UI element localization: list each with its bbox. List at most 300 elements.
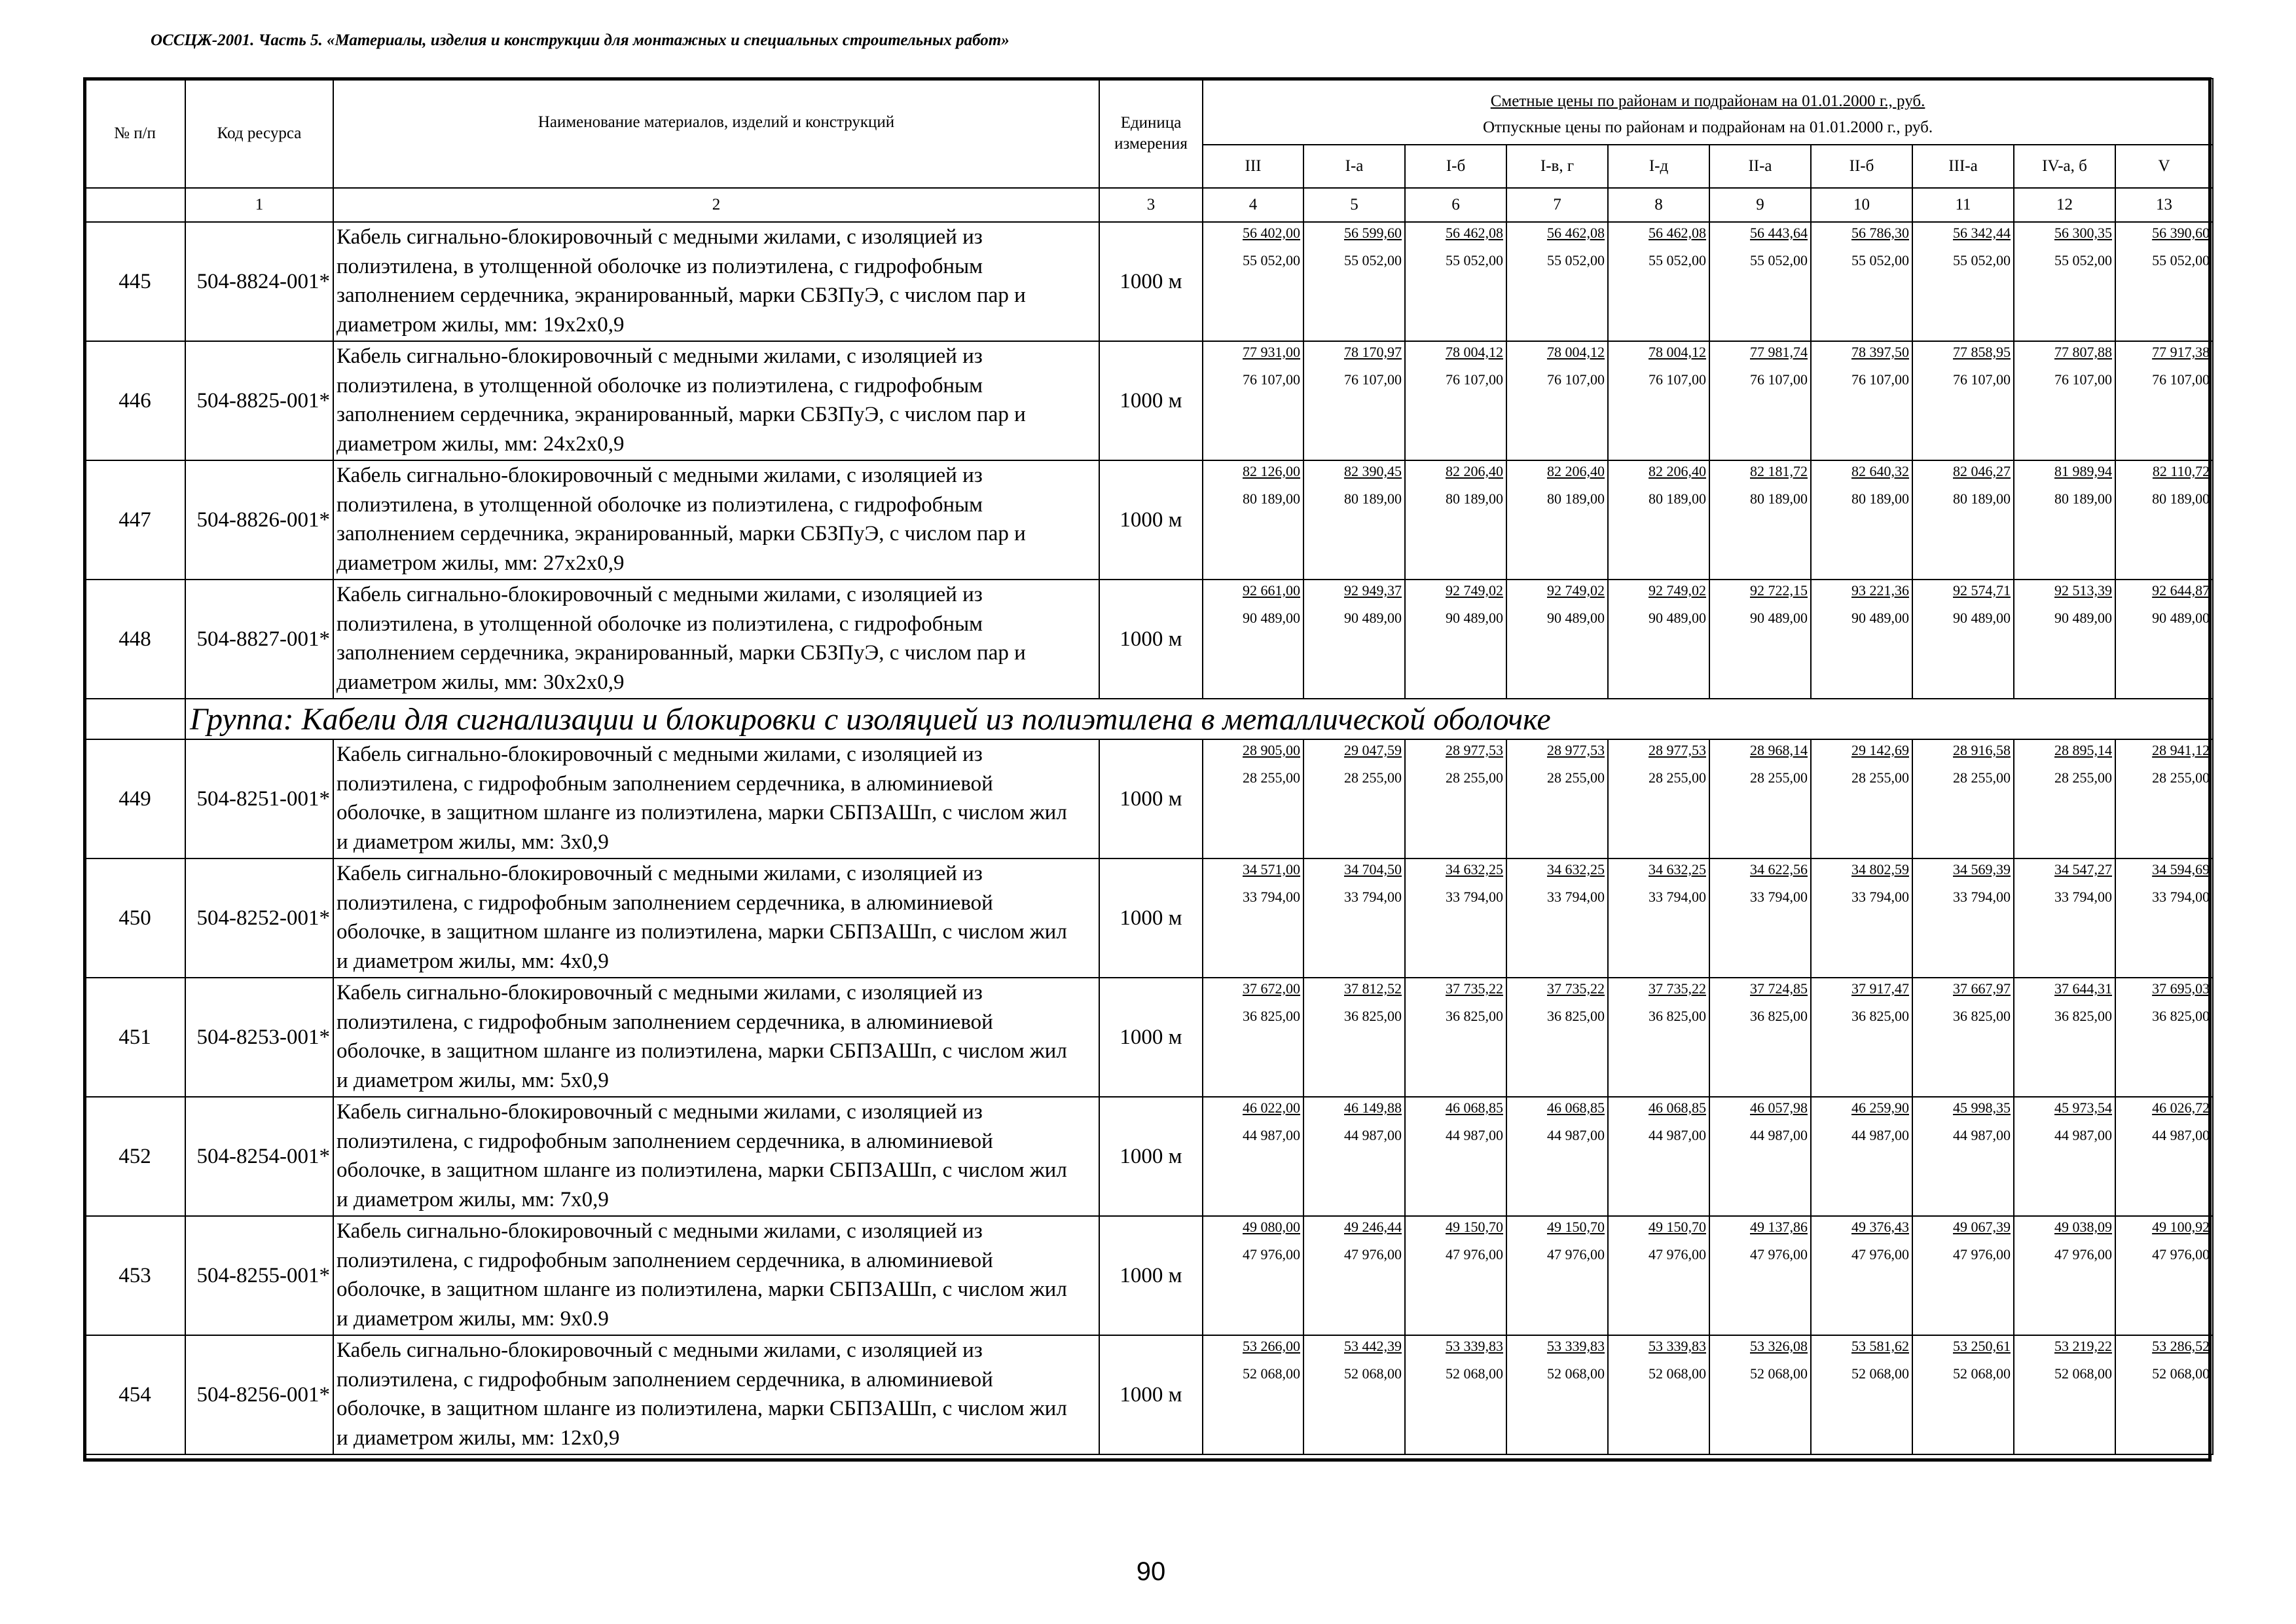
estimate-price: 29 047,59 [1344, 742, 1402, 758]
price-cell [1912, 978, 2014, 1097]
release-price: 80 189,00 [1547, 490, 1605, 507]
group-row [84, 699, 2213, 739]
price-cell [1811, 1097, 1912, 1216]
estimate-price: 45 973,54 [2054, 1099, 2112, 1116]
price-cell [2115, 978, 2213, 1097]
release-price: 55 052,00 [2054, 252, 2112, 268]
estimate-price: 53 339,83 [1649, 1338, 1706, 1354]
price-cell [1912, 1335, 2014, 1454]
estimate-price: 92 749,02 [1547, 582, 1605, 599]
release-price: 90 489,00 [1243, 610, 1300, 626]
release-price: 28 255,00 [1446, 769, 1503, 786]
release-price: 80 189,00 [2152, 490, 2210, 507]
material-name-line: Кабель сигнально-блокировочный с медными жилами, с изоляцией из [337, 862, 983, 885]
release-price: 55 052,00 [1851, 252, 1909, 268]
column-number: 9 [1709, 188, 1811, 222]
estimate-price: 56 402,00 [1243, 225, 1300, 241]
column-number: 7 [1506, 188, 1608, 222]
estimate-price: 92 722,15 [1750, 582, 1808, 599]
release-price: 52 068,00 [1649, 1365, 1706, 1382]
release-price: 80 189,00 [2054, 490, 2112, 507]
estimate-price: 49 246,44 [1344, 1219, 1402, 1235]
release-price: 33 794,00 [1344, 889, 1402, 905]
price-cell [1203, 978, 1303, 1097]
estimate-price: 92 644,87 [2152, 582, 2210, 599]
material-name [333, 858, 1099, 978]
estimate-price: 28 968,14 [1750, 742, 1808, 758]
release-price: 33 794,00 [1750, 889, 1808, 905]
release-price: 55 052,00 [1649, 252, 1706, 268]
release-price: 90 489,00 [1446, 610, 1503, 626]
material-name-line: и диаметром жилы, мм: 12х0,9 [337, 1426, 620, 1450]
price-cell [2014, 341, 2115, 460]
release-price: 80 189,00 [1446, 490, 1503, 507]
release-price: 76 107,00 [1344, 371, 1402, 388]
material-name-line: заполнением сердечника, экранированный, марки СБЗПуЭ, с числом пар и [337, 522, 1026, 545]
price-cell [1608, 1216, 1709, 1335]
price-cell [1811, 1335, 1912, 1454]
unit: 1000 м [1099, 1335, 1203, 1454]
release-price: 55 052,00 [1344, 252, 1402, 268]
column-number: 3 [1099, 188, 1203, 222]
header-code: Код ресурса [185, 79, 333, 188]
price-cell [1709, 858, 1811, 978]
price-cell [1303, 739, 1405, 858]
price-cell [1303, 222, 1405, 341]
estimate-price: 56 462,08 [1446, 225, 1503, 241]
price-cell [1709, 1097, 1811, 1216]
release-price: 33 794,00 [1953, 889, 2011, 905]
price-cell [1912, 739, 2014, 858]
unit: 1000 м [1099, 739, 1203, 858]
material-name-line: Кабель сигнально-блокировочный с медными жилами, с изоляцией из [337, 583, 983, 606]
header-region: III [1203, 145, 1303, 188]
price-cell [1709, 739, 1811, 858]
column-number: 8 [1608, 188, 1709, 222]
estimate-price: 49 067,39 [1953, 1219, 2011, 1235]
release-price: 76 107,00 [1547, 371, 1605, 388]
estimate-price: 82 046,27 [1953, 463, 2011, 479]
document-header: ОССЦЖ-2001. Часть 5. «Материалы, изделия и конструкции для монтажных и специальных строительных работ» [151, 31, 1010, 49]
estimate-price: 28 905,00 [1243, 742, 1300, 758]
header-region: II-б [1811, 145, 1912, 188]
table-row [84, 1335, 2213, 1454]
release-price: 90 489,00 [1953, 610, 2011, 626]
estimate-price: 46 068,85 [1446, 1099, 1503, 1116]
price-cell [1303, 1335, 1405, 1454]
material-name-line: оболочке, в защитном шланге из полиэтилена, марки СБПЗАШп, с числом жил [337, 920, 1067, 944]
material-name-line: полиэтилена, с гидрофобным заполнением сердечника, в алюминиевой [337, 1010, 993, 1034]
price-cell [2115, 580, 2213, 699]
release-price: 47 976,00 [1750, 1246, 1808, 1263]
price-cell [1303, 858, 1405, 978]
price-cell [1405, 222, 1506, 341]
release-price: 44 987,00 [1243, 1127, 1300, 1143]
header-region: II-а [1709, 145, 1811, 188]
estimate-price: 53 339,83 [1547, 1338, 1605, 1354]
estimate-price: 28 916,58 [1953, 742, 2011, 758]
page-number: 90 [1136, 1557, 1166, 1586]
price-cell [2115, 858, 2213, 978]
estimate-price: 34 632,25 [1649, 861, 1706, 877]
material-name-line: Кабель сигнально-блокировочный с медными жилами, с изоляцией из [337, 344, 983, 368]
price-cell [2014, 222, 2115, 341]
release-price: 44 987,00 [1344, 1127, 1402, 1143]
estimate-price: 92 949,37 [1344, 582, 1402, 599]
price-cell [1203, 739, 1303, 858]
release-price: 36 825,00 [1243, 1008, 1300, 1024]
resource-code: 504-8825-001* [185, 341, 333, 460]
estimate-price: 53 326,08 [1750, 1338, 1808, 1354]
estimate-price: 49 150,70 [1547, 1219, 1605, 1235]
row-number: 454 [84, 1335, 185, 1454]
material-name [333, 1335, 1099, 1454]
row-number: 453 [84, 1216, 185, 1335]
estimate-price: 53 250,61 [1953, 1338, 2011, 1354]
estimate-price: 56 390,60 [2152, 225, 2210, 241]
price-cell [1709, 978, 1811, 1097]
table-row [84, 1097, 2213, 1216]
material-name [333, 222, 1099, 341]
estimate-price: 37 917,47 [1851, 980, 1909, 997]
price-cell [1203, 1097, 1303, 1216]
price-cell [1506, 580, 1608, 699]
estimate-price: 46 259,90 [1851, 1099, 1909, 1116]
estimate-price: 34 569,39 [1953, 861, 2011, 877]
estimate-price: 28 941,12 [2152, 742, 2210, 758]
release-price: 33 794,00 [1243, 889, 1300, 905]
estimate-price: 28 895,14 [2054, 742, 2112, 758]
price-cell [1709, 341, 1811, 460]
estimate-price: 53 442,39 [1344, 1338, 1402, 1354]
resource-code: 504-8252-001* [185, 858, 333, 978]
material-name-line: и диаметром жилы, мм: 9х0.9 [337, 1306, 609, 1331]
resource-code: 504-8251-001* [185, 739, 333, 858]
release-price: 76 107,00 [1851, 371, 1909, 388]
estimate-price: 45 998,35 [1953, 1099, 2011, 1116]
release-price: 47 976,00 [2152, 1246, 2210, 1263]
price-cell [1405, 341, 1506, 460]
estimate-price: 81 989,94 [2054, 463, 2112, 479]
release-price: 90 489,00 [1750, 610, 1808, 626]
estimate-price: 82 206,40 [1446, 463, 1503, 479]
estimate-price: 92 661,00 [1243, 582, 1300, 599]
estimate-price: 34 594,69 [2152, 861, 2210, 877]
material-name-line: полиэтилена, с гидрофобным заполнением сердечника, в алюминиевой [337, 891, 993, 915]
release-price: 55 052,00 [1750, 252, 1808, 268]
estimate-price: 92 513,39 [2054, 582, 2112, 599]
release-price: 44 987,00 [1649, 1127, 1706, 1143]
release-price: 36 825,00 [1750, 1008, 1808, 1024]
release-price: 52 068,00 [1243, 1365, 1300, 1382]
price-cell [1912, 222, 2014, 341]
header-release-prices: Отпускные цены по районам и подрайонам на 01.01.2000 г., руб. [1482, 118, 1933, 136]
price-cell [1709, 1335, 1811, 1454]
price-table [84, 78, 2214, 1455]
material-name-line: полиэтилена, в утолщенной оболочке из полиэтилена, с гидрофобным [337, 612, 983, 636]
release-price: 52 068,00 [1750, 1365, 1808, 1382]
price-cell [1912, 858, 2014, 978]
estimate-price: 92 749,02 [1649, 582, 1706, 599]
release-price: 52 068,00 [2152, 1365, 2210, 1382]
price-cell [1811, 222, 1912, 341]
release-price: 55 052,00 [1446, 252, 1503, 268]
material-name-line: Кабель сигнально-блокировочный с медными жилами, с изоляцией из [337, 1338, 983, 1362]
release-price: 55 052,00 [1243, 252, 1300, 268]
material-name-line: диаметром жилы, мм: 30х2х0,9 [337, 670, 625, 694]
price-cell [1811, 739, 1912, 858]
price-cell [1912, 580, 2014, 699]
estimate-price: 78 004,12 [1649, 344, 1706, 360]
release-price: 44 987,00 [1547, 1127, 1605, 1143]
release-price: 44 987,00 [1851, 1127, 1909, 1143]
table-row [84, 341, 2213, 460]
release-price: 80 189,00 [1344, 490, 1402, 507]
unit: 1000 м [1099, 222, 1203, 341]
material-name-line: и диаметром жилы, мм: 3х0,9 [337, 830, 609, 854]
resource-code: 504-8255-001* [185, 1216, 333, 1335]
material-name-line: и диаметром жилы, мм: 5х0,9 [337, 1068, 609, 1092]
release-price: 33 794,00 [1547, 889, 1605, 905]
release-price: 44 987,00 [2152, 1127, 2210, 1143]
material-name-line: полиэтилена, в утолщенной оболочке из полиэтилена, с гидрофобным [337, 373, 983, 397]
estimate-price: 56 462,08 [1547, 225, 1605, 241]
price-cell [1405, 858, 1506, 978]
estimate-price: 53 339,83 [1446, 1338, 1503, 1354]
price-cell [1303, 1216, 1405, 1335]
estimate-price: 28 977,53 [1446, 742, 1503, 758]
header-region: III-а [1912, 145, 2014, 188]
price-cell [1608, 222, 1709, 341]
release-price: 52 068,00 [1547, 1365, 1605, 1382]
estimate-price: 28 977,53 [1547, 742, 1605, 758]
estimate-price: 37 812,52 [1344, 980, 1402, 997]
material-name-line: диаметром жилы, мм: 24х2х0,9 [337, 432, 625, 456]
price-cell [1405, 460, 1506, 580]
release-price: 80 189,00 [1750, 490, 1808, 507]
estimate-price: 49 376,43 [1851, 1219, 1909, 1235]
release-price: 76 107,00 [1649, 371, 1706, 388]
estimate-price: 29 142,69 [1851, 742, 1909, 758]
estimate-price: 82 390,45 [1344, 463, 1402, 479]
price-cell [1303, 580, 1405, 699]
estimate-price: 37 644,31 [2054, 980, 2112, 997]
row-number: 451 [84, 978, 185, 1097]
release-price: 47 976,00 [1851, 1246, 1909, 1263]
estimate-price: 34 622,56 [1750, 861, 1808, 877]
release-price: 33 794,00 [2054, 889, 2112, 905]
release-price: 55 052,00 [1547, 252, 1605, 268]
row-number: 446 [84, 341, 185, 460]
price-cell [1405, 580, 1506, 699]
estimate-price: 34 547,27 [2054, 861, 2112, 877]
price-cell [1203, 460, 1303, 580]
price-cell [1405, 1335, 1506, 1454]
price-cell [1203, 1335, 1303, 1454]
resource-code: 504-8253-001* [185, 978, 333, 1097]
resource-code: 504-8254-001* [185, 1097, 333, 1216]
price-cell [1303, 460, 1405, 580]
material-name-line: и диаметром жилы, мм: 4х0,9 [337, 949, 609, 973]
column-number: 11 [1912, 188, 2014, 222]
estimate-price: 46 149,88 [1344, 1099, 1402, 1116]
release-price: 36 825,00 [1851, 1008, 1909, 1024]
material-name-line: диаметром жилы, мм: 19х2х0,9 [337, 312, 625, 337]
material-name-line: оболочке, в защитном шланге из полиэтилена, марки СБПЗАШп, с числом жил [337, 1397, 1067, 1420]
price-cell [1811, 341, 1912, 460]
material-name-line: заполнением сердечника, экранированный, марки СБЗПуЭ, с числом пар и [337, 641, 1026, 665]
unit: 1000 м [1099, 1097, 1203, 1216]
table-row [84, 858, 2213, 978]
material-name-line: полиэтилена, в утолщенной оболочке из полиэтилена, с гидрофобным [337, 254, 983, 278]
release-price: 28 255,00 [1953, 769, 2011, 786]
release-price: 55 052,00 [2152, 252, 2210, 268]
release-price: 36 825,00 [1446, 1008, 1503, 1024]
row-number: 452 [84, 1097, 185, 1216]
price-cell [2014, 1335, 2115, 1454]
resource-code: 504-8827-001* [185, 580, 333, 699]
estimate-price: 46 026,72 [2152, 1099, 2210, 1116]
price-cell [1506, 341, 1608, 460]
release-price: 28 255,00 [1649, 769, 1706, 786]
estimate-price: 46 068,85 [1649, 1099, 1706, 1116]
unit: 1000 м [1099, 1216, 1203, 1335]
price-cell [1811, 978, 1912, 1097]
price-cell [1203, 580, 1303, 699]
estimate-price: 49 137,86 [1750, 1219, 1808, 1235]
price-cell [1912, 1216, 2014, 1335]
estimate-price: 82 126,00 [1243, 463, 1300, 479]
release-price: 47 976,00 [1344, 1246, 1402, 1263]
estimate-price: 56 342,44 [1953, 225, 2011, 241]
release-price: 36 825,00 [1953, 1008, 2011, 1024]
estimate-price: 49 150,70 [1446, 1219, 1503, 1235]
price-cell [1506, 739, 1608, 858]
price-cell [2115, 1216, 2213, 1335]
price-cell [2115, 1097, 2213, 1216]
price-cell [1608, 1097, 1709, 1216]
header-unit-line1: Единица [1120, 113, 1182, 132]
release-price: 47 976,00 [1953, 1246, 2011, 1263]
material-name-line: заполнением сердечника, экранированный, марки СБЗПуЭ, с числом пар и [337, 284, 1026, 307]
price-cell [1203, 1216, 1303, 1335]
release-price: 80 189,00 [1243, 490, 1300, 507]
header-num: № п/п [84, 79, 185, 188]
release-price: 55 052,00 [1953, 252, 2011, 268]
release-price: 33 794,00 [2152, 889, 2210, 905]
header-region: IV-а, б [2014, 145, 2115, 188]
release-price: 28 255,00 [1750, 769, 1808, 786]
row-number: 447 [84, 460, 185, 580]
price-cell [1811, 858, 1912, 978]
material-name-line: полиэтилена, с гидрофобным заполнением сердечника, в алюминиевой [337, 1129, 993, 1153]
price-cell [1709, 580, 1811, 699]
price-cell [1405, 739, 1506, 858]
price-cell [1506, 460, 1608, 580]
material-name-line: диаметром жилы, мм: 27х2х0,9 [337, 551, 625, 575]
price-cell [1506, 1335, 1608, 1454]
estimate-price: 56 786,30 [1851, 225, 1909, 241]
estimate-price: 77 981,74 [1750, 344, 1808, 360]
price-cell [1506, 1097, 1608, 1216]
estimate-price: 53 266,00 [1243, 1338, 1300, 1354]
release-price: 80 189,00 [1649, 490, 1706, 507]
price-cell [1811, 460, 1912, 580]
price-cell [1608, 978, 1709, 1097]
material-name-line: полиэтилена, с гидрофобным заполнением сердечника, в алюминиевой [337, 1367, 993, 1392]
release-price: 52 068,00 [1344, 1365, 1402, 1382]
material-name [333, 1216, 1099, 1335]
estimate-price: 34 704,50 [1344, 861, 1402, 877]
column-number: 12 [2014, 188, 2115, 222]
table-row [84, 1216, 2213, 1335]
release-price: 28 255,00 [2054, 769, 2112, 786]
estimate-price: 28 977,53 [1649, 742, 1706, 758]
release-price: 47 976,00 [1649, 1246, 1706, 1263]
estimate-price: 49 038,09 [2054, 1219, 2112, 1235]
column-number: 4 [1203, 188, 1303, 222]
header-name: Наименование материалов, изделий и конструкций [333, 79, 1099, 188]
release-price: 80 189,00 [1953, 490, 2011, 507]
release-price: 28 255,00 [1547, 769, 1605, 786]
estimate-price: 77 807,88 [2054, 344, 2112, 360]
resource-code: 504-8824-001* [185, 222, 333, 341]
estimate-price: 77 917,38 [2152, 344, 2210, 360]
material-name-line: полиэтилена, с гидрофобным заполнением сердечника, в алюминиевой [337, 771, 993, 796]
release-price: 44 987,00 [1750, 1127, 1808, 1143]
header-unit [1099, 79, 1203, 188]
release-price: 52 068,00 [1446, 1365, 1503, 1382]
table-row [84, 460, 2213, 580]
table-row [84, 580, 2213, 699]
estimate-price: 37 667,97 [1953, 980, 2011, 997]
estimate-price: 37 735,22 [1446, 980, 1503, 997]
estimate-price: 46 022,00 [1243, 1099, 1300, 1116]
price-cell [1608, 858, 1709, 978]
estimate-price: 53 219,22 [2054, 1338, 2112, 1354]
unit: 1000 м [1099, 341, 1203, 460]
material-name-line: оболочке, в защитном шланге из полиэтилена, марки СБПЗАШп, с числом жил [337, 801, 1067, 824]
estimate-price: 56 443,64 [1750, 225, 1808, 241]
column-number: 5 [1303, 188, 1405, 222]
material-name-line: оболочке, в защитном шланге из полиэтилена, марки СБПЗАШп, с числом жил [337, 1039, 1067, 1063]
release-price: 33 794,00 [1851, 889, 1909, 905]
estimate-price: 37 735,22 [1547, 980, 1605, 997]
price-cell [2014, 1216, 2115, 1335]
price-cell [2014, 1097, 2115, 1216]
material-name [333, 580, 1099, 699]
estimate-price: 78 397,50 [1851, 344, 1909, 360]
unit: 1000 м [1099, 580, 1203, 699]
release-price: 36 825,00 [2054, 1008, 2112, 1024]
estimate-price: 82 110,72 [2152, 463, 2210, 479]
price-cell [1608, 580, 1709, 699]
release-price: 44 987,00 [1446, 1127, 1503, 1143]
unit: 1000 м [1099, 460, 1203, 580]
price-cell [1303, 978, 1405, 1097]
header-estimate-prices: Сметные цены по районам и подрайонам на 01.01.2000 г., руб. [1490, 92, 1925, 110]
price-cell [1405, 1097, 1506, 1216]
estimate-price: 34 571,00 [1243, 861, 1300, 877]
release-price: 33 794,00 [1446, 889, 1503, 905]
row-number: 450 [84, 858, 185, 978]
release-price: 76 107,00 [1953, 371, 2011, 388]
estimate-price: 82 206,40 [1547, 463, 1605, 479]
price-cell [2115, 222, 2213, 341]
price-cell [2115, 460, 2213, 580]
release-price: 76 107,00 [2054, 371, 2112, 388]
price-cell [1709, 222, 1811, 341]
